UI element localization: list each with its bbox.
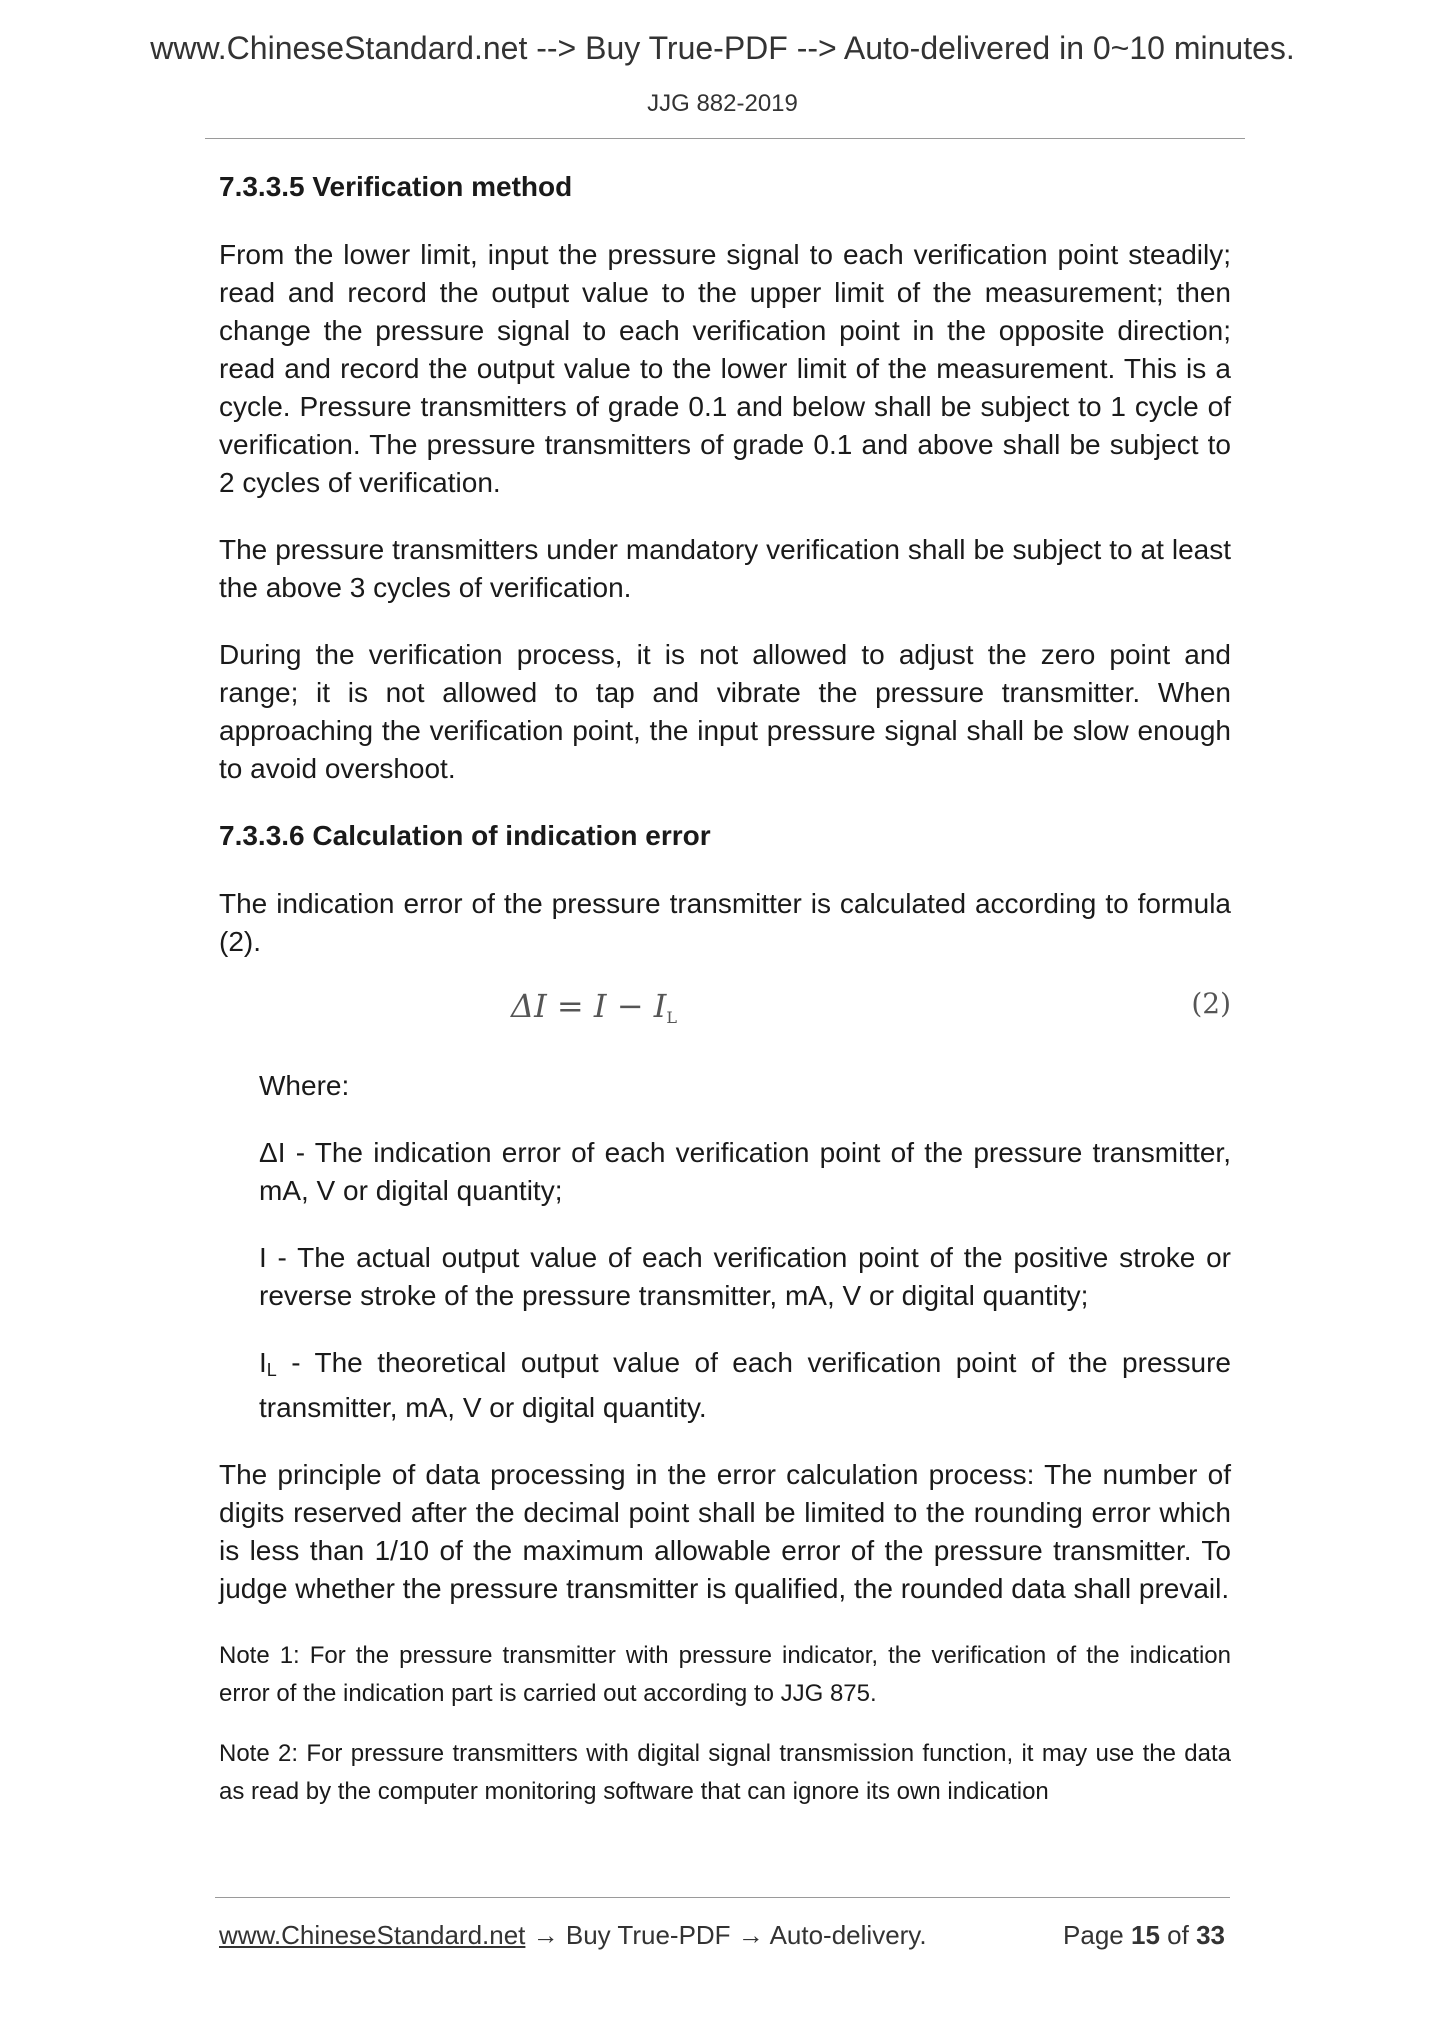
page-body <box>219 168 1231 1833</box>
page-current: 15 <box>1131 1920 1160 1950</box>
formula-subscript: L <box>666 1008 677 1027</box>
note-2: Note 2: For pressure transmitters with digital signal transmission function, it may use the data as read by the computer monitoring software that can ignore its own indication <box>219 1740 1231 1805</box>
paragraph-mandatory-verification: The pressure transmitters under mandatory verification shall be subject to at least the above 3 cycles of verification. <box>219 534 1231 603</box>
header-divider <box>205 138 1245 139</box>
banner-text: www.ChineseStandard.net --> Buy True-PDF --> Auto-delivered in 0~10 minutes. <box>150 30 1295 66</box>
formula-2 <box>219 979 1231 1039</box>
definition-delta-i: ΔI - The indication error of each verification point of the pressure transmitter, mA, V or digital quantity; <box>259 1137 1231 1206</box>
footer-divider <box>215 1897 1230 1898</box>
footer-tagline: → Buy True-PDF → Auto-delivery. <box>525 1920 927 1950</box>
definition-il: IL - The theoretical output value of each verification point of the pressure transmitter, mA, V or digital quantity. <box>259 1347 1231 1423</box>
section-heading-7-3-3-5: 7.3.3.5 Verification method <box>219 171 573 202</box>
section-heading-7-3-3-6: 7.3.3.6 Calculation of indication error <box>219 820 711 851</box>
paragraph-data-processing: The principle of data processing in the error calculation process: The number of digits reserved after the decimal point shall be limited to the rounding error which is less than 1/10 of the maximum allowable error of the pressure transmitter. To judge whether the pressure transmitter is qualified, the rounded data shall prevail. <box>219 1459 1231 1604</box>
where-label: Where: <box>259 1070 350 1101</box>
paragraph-verification-cycle: From the lower limit, input the pressure signal to each verification point steadily; read and record the output value to the upper limit of the measurement; then change the pressure signal to each verification point in the opposite direction; read and record the output value to the lower limit of the measurement. This is a cycle. Pressure transmitters of grade 0.1 and below shall be subject to 1 cycle of verification. The pressure transmitters of grade 0.1 and above shall be subject to 2 cycles of verification. <box>219 239 1231 498</box>
footer <box>219 1920 1225 1951</box>
formula-expression: $\Delta I = I - I_L$ <box>511 987 677 1027</box>
definition-i: I - The actual output value of each verification point of the positive stroke or reverse stroke of the pressure transmitter, mA, V or digital quantity; <box>259 1242 1231 1311</box>
formula-number: (2) <box>1191 987 1231 1020</box>
page-total: 33 <box>1196 1920 1225 1950</box>
paragraph-verification-process: During the verification process, it is not allowed to adjust the zero point and range; it is not allowed to tap and vibrate the pressure transmitter. When approaching the verification point, the input pressure signal shall be slow enough to avoid overshoot. <box>219 639 1231 784</box>
note-1: Note 1: For the pressure transmitter with pressure indicator, the verification of the indication error of the indication part is carried out according to JJG 875. <box>219 1642 1231 1707</box>
footer-website-link[interactable]: www.ChineseStandard.net <box>219 1920 526 1950</box>
standard-number: JJG 882-2019 <box>647 90 798 117</box>
page-indicator: Page 15 of 33 <box>1063 1920 1225 1950</box>
paragraph-formula-intro: The indication error of the pressure transmitter is calculated according to formula (2). <box>219 888 1231 957</box>
